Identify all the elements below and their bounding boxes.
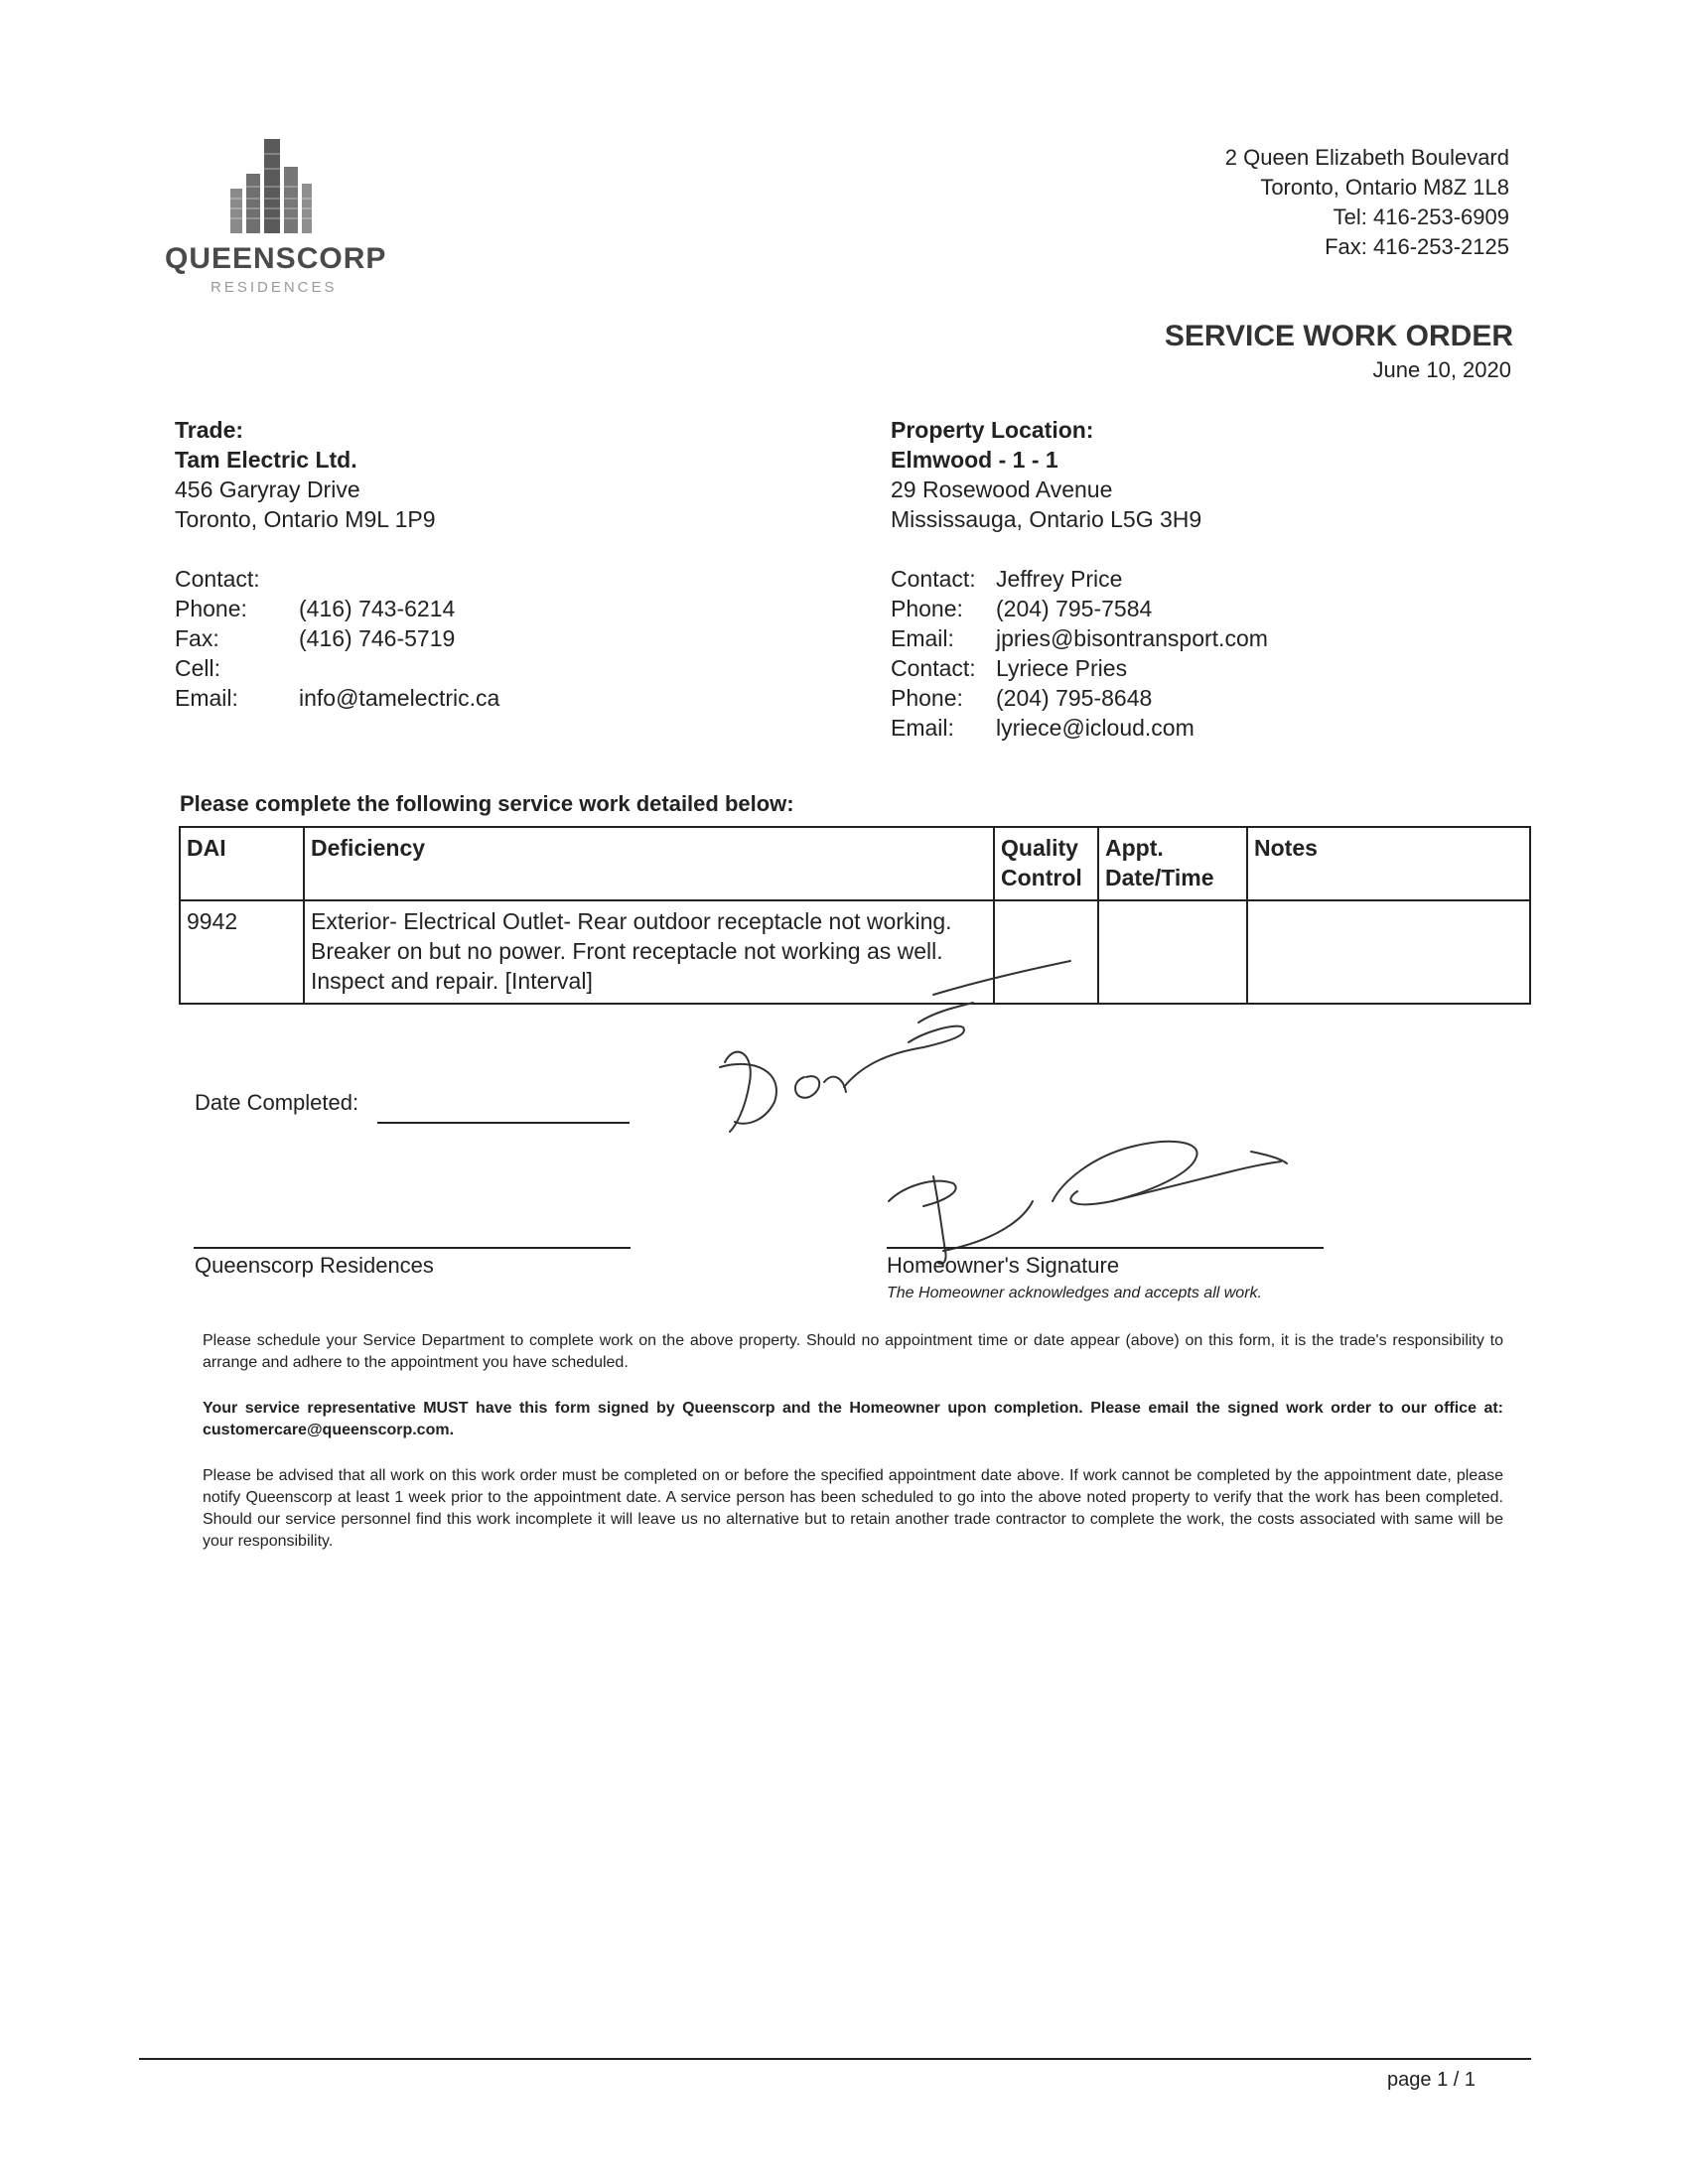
column-header-quality-control: Quality Control <box>994 827 1098 900</box>
work-instruction: Please complete the following service work detailed below: <box>180 791 794 816</box>
trade-email: info@tamelectric.ca <box>299 685 500 711</box>
property-email-value: lyriece@icloud.com <box>996 715 1195 741</box>
cell-dai: 9942 <box>180 900 304 1004</box>
homeowner-acknowledgement: The Homeowner acknowledges and accepts all work. <box>887 1285 1262 1301</box>
trade-email-label: Email: <box>175 685 238 711</box>
property-phone-value: (204) 795-8648 <box>996 685 1153 711</box>
property-contact-label: Contact: <box>891 655 976 681</box>
property-contact-label: Contact: <box>891 566 976 592</box>
building-logo-icon <box>230 139 320 238</box>
property-name: Elmwood - 1 - 1 <box>891 447 1058 473</box>
property-heading: Property Location: <box>891 417 1094 443</box>
document-date: June 10, 2020 <box>1372 357 1511 382</box>
company-address <box>1225 143 1509 262</box>
property-address-line: Mississauga, Ontario L5G 3H9 <box>891 506 1202 532</box>
date-completed-line <box>377 1122 630 1124</box>
property-email-value: jpries@bisontransport.com <box>996 625 1268 651</box>
trade-address-line: 456 Garyray Drive <box>175 477 360 502</box>
property-email-label: Email: <box>891 625 954 651</box>
date-completed-label: Date Completed: <box>195 1090 359 1115</box>
trade-address-line: Toronto, Ontario M9L 1P9 <box>175 506 436 532</box>
footer-divider <box>139 2058 1531 2060</box>
property-email-label: Email: <box>891 715 954 741</box>
signature-requirement-paragraph: Your service representative MUST have this form signed by Queenscorp and the Homeowner upon completion. Please email the signed work order to our office at: customercare@queenscorp.com. <box>203 1400 1503 1438</box>
property-address-line: 29 Rosewood Avenue <box>891 477 1113 502</box>
trade-cell-label: Cell: <box>175 655 221 681</box>
property-contact-value: Lyriece Pries <box>996 655 1128 681</box>
property-block <box>891 415 1506 743</box>
queenscorp-signature-label: Queenscorp Residences <box>195 1253 434 1278</box>
column-header-deficiency: Deficiency <box>304 827 994 900</box>
trade-heading: Trade: <box>175 417 244 443</box>
table-header-row <box>180 827 1530 900</box>
trade-fax: (416) 746-5719 <box>299 625 456 651</box>
homeowner-signature-label: Homeowner's Signature <box>887 1253 1120 1278</box>
document-title: SERVICE WORK ORDER <box>1164 320 1513 352</box>
column-header-notes: Notes <box>1247 827 1530 900</box>
trade-name: Tam Electric Ltd. <box>175 447 357 473</box>
company-address-line: Toronto, Ontario M8Z 1L8 <box>1260 175 1509 200</box>
property-phone-value: (204) 795-7584 <box>996 596 1153 621</box>
property-phone-label: Phone: <box>891 596 963 621</box>
property-phone-label: Phone: <box>891 685 963 711</box>
column-header-dai: DAI <box>180 827 304 900</box>
column-header-appt: Appt. Date/Time <box>1098 827 1247 900</box>
company-fax: Fax: 416-253-2125 <box>1325 234 1509 259</box>
property-contact-value: Jeffrey Price <box>996 566 1123 592</box>
company-phone: Tel: 416-253-6909 <box>1333 205 1509 229</box>
cell-deficiency: Exterior- Electrical Outlet- Rear outdoor receptacle not working. Breaker on but no power. Front receptacle not working as well. Inspect and repair. [Interval] <box>304 900 994 1004</box>
trade-block <box>175 415 731 713</box>
company-address-line: 2 Queen Elizabeth Boulevard <box>1224 145 1509 170</box>
company-logo <box>159 139 397 308</box>
homeowner-signature-line <box>887 1247 1324 1249</box>
trade-fax-label: Fax: <box>175 625 219 651</box>
logo-name: QUEENSCORP <box>165 242 387 275</box>
queenscorp-signature-line <box>194 1247 631 1249</box>
completion-policy-paragraph: Please be advised that all work on this work order must be completed on or before the specified appointment date above. If work cannot be completed by the appointment date, please notify Queenscorp at least 1 week prior to the appointment date. A service person has been scheduled to go into the above noted property to verify that the work has been completed. Should our service personnel find this work incomplete it will leave us no alternative but to retain another trade contractor to complete the work, the costs associated with same will be your responsibility. <box>203 1467 1503 1550</box>
page-number: page 1 / 1 <box>1387 2069 1476 2091</box>
handwritten-signature <box>695 953 1331 1281</box>
scheduling-paragraph: Please schedule your Service Department to complete work on the above property. Should no appointment time or date appear (above) on this form, it is the trade's responsibility to arrange and adhere to the appointment you have scheduled. <box>203 1332 1503 1371</box>
trade-phone: (416) 743-6214 <box>299 596 456 621</box>
logo-subtitle: RESIDENCES <box>211 279 338 296</box>
trade-phone-label: Phone: <box>175 596 247 621</box>
trade-contact-label: Contact: <box>175 566 260 592</box>
